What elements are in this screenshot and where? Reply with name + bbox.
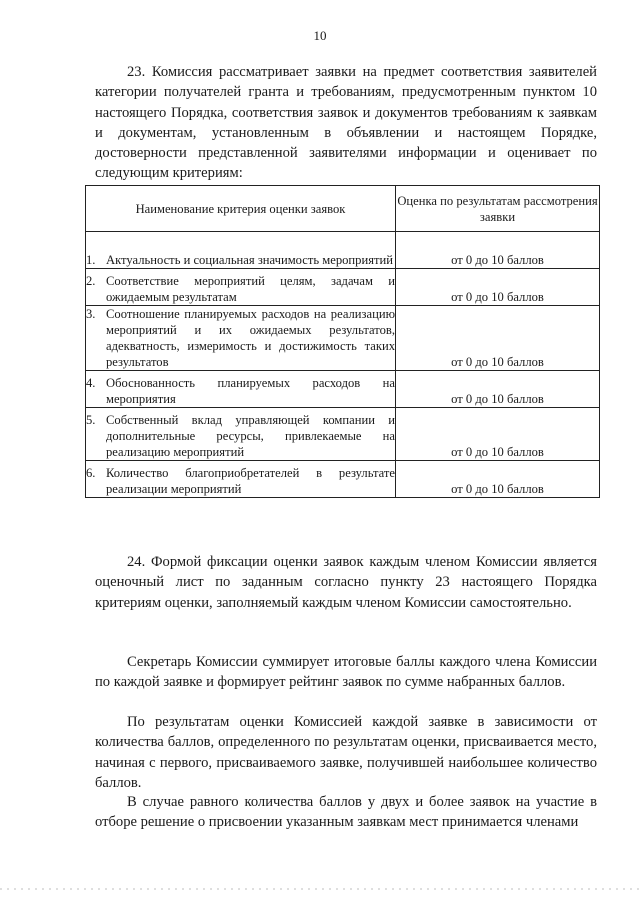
criterion-text: Соответствие мероприятий целям, задачам и ожидаемым результатам [106,274,395,304]
criterion-number: 3. [86,307,96,321]
score-cell: от 0 до 10 баллов [396,232,600,269]
score-cell: от 0 до 10 баллов [396,461,600,498]
criterion-cell [86,408,396,461]
criterion-cell [86,269,396,306]
criterion-number: 1. [86,253,96,267]
paragraph-ranking: По результатам оценки Комиссией каждой заявке в зависимости от количества баллов, определенного по результатам оценки, присваивается место, начиная с первого, присваиваемого заявке, получившей наибольшее количество баллов. [95,714,597,791]
criterion-cell [86,306,396,371]
criterion-number: 4. [86,376,96,390]
criteria-table [85,185,600,498]
score-cell: от 0 до 10 баллов [396,269,600,306]
criterion-text: Собственный вклад управляющей компании и дополнительные ресурсы, привлекаемые на реализацию мероприятий [106,413,395,459]
criterion-number: 2. [86,274,96,288]
table-row [86,306,600,371]
table-row [86,232,600,269]
header-criterion-name: Наименование критерия оценки заявок [86,186,396,232]
paragraph-23: 23. Комиссия рассматривает заявки на предмет соответствия заявителей категории получателей гранта и требованиям, предусмотренным пунктом 10 настоящего Порядка, соответствия заявок и документов требованиям к заявкам и документам, установленным в объявлении и настоящем Порядке, достоверности представленной заявителями информации и оценивает по следующим критериям: [95,64,597,182]
criterion-cell [86,232,396,269]
criterion-text: Соотношение планируемых расходов на реализацию мероприятий и их ожидаемых результатов, адекватность, измеримость и достижимость таких результатов [106,307,395,369]
paragraph-secretary: Секретарь Комиссии суммирует итоговые баллы каждого члена Комиссии по каждой заявке и формирует рейтинг заявок по сумме набранных баллов. [95,654,597,691]
table-row [86,461,600,498]
table-header-row [86,186,600,232]
criterion-number: 5. [86,413,96,427]
criterion-text: Обоснованность планируемых расходов на мероприятия [106,376,395,406]
criterion-cell [86,461,396,498]
page-number: 10 [313,28,327,43]
table-row [86,408,600,461]
table-row [86,371,600,408]
paragraph-tie: В случае равного количества баллов у двух и более заявок на участие в отборе решение о присвоении указанным заявкам мест принимается членами [95,794,597,831]
criterion-number: 6. [86,466,96,480]
score-cell: от 0 до 10 баллов [396,408,600,461]
scan-artifact-line [0,888,640,890]
header-score: Оценка по результатам рассмотрения заявки [396,186,600,232]
criterion-text: Количество благоприобретателей в результате реализации мероприятий [106,466,395,496]
criterion-text: Актуальность и социальная значимость мероприятий [106,253,393,267]
score-cell: от 0 до 10 баллов [396,371,600,408]
score-cell: от 0 до 10 баллов [396,306,600,371]
criterion-cell [86,371,396,408]
table-row [86,269,600,306]
paragraph-24: 24. Формой фиксации оценки заявок каждым членом Комиссии является оценочный лист по заданным согласно пункту 23 настоящего Порядка критериям оценки, заполняемый каждым членом Комиссии самостоятельно. [95,554,597,611]
